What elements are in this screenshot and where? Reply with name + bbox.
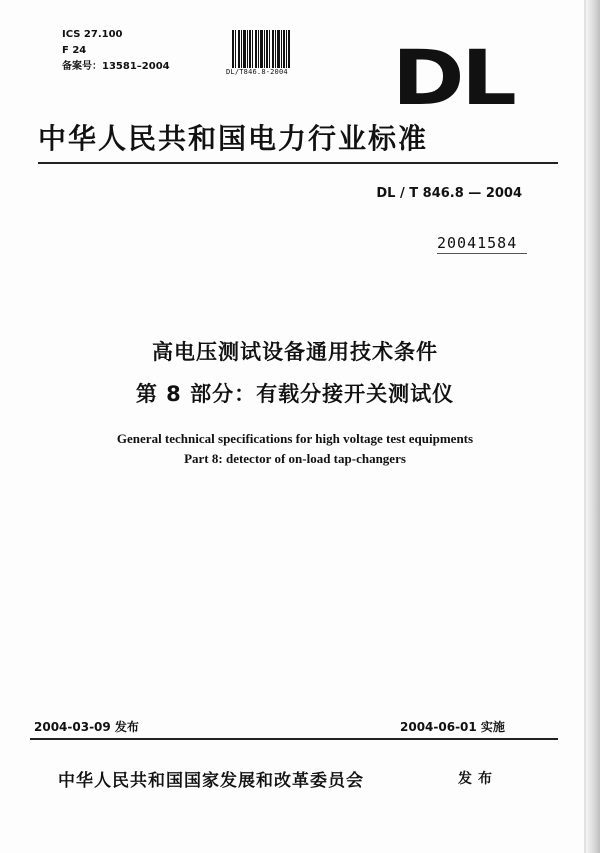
title-cn-line1: 高电压测试设备通用技术条件 (152, 340, 438, 364)
title-en-line2: Part 8: detector of on-load tap-changers (184, 451, 406, 466)
organization-title: 中华人民共和国电力行业标准 (38, 122, 429, 155)
standard-number: DL / T 846.8 — 2004 (376, 186, 522, 201)
handwritten-number: 20041584 (437, 234, 518, 252)
title-en-line1: General technical specifications for high voltage test equipments (116, 431, 474, 446)
barcode-caption: DL/T846.8-2004 (226, 68, 288, 76)
dl-logo: DL (392, 33, 514, 122)
title-cn-line2: 第 8 部分：有载分接开关测试仪 (135, 382, 455, 406)
issuer-action: 发布 (458, 771, 498, 787)
scan-edge (586, 0, 600, 853)
handwritten-underline (437, 253, 527, 254)
header-divider (38, 162, 558, 164)
record-number: 备案号：13581–2004 (62, 61, 170, 72)
publish-date: 2004-03-09 发布 (34, 720, 139, 734)
classification-code: F 24 (62, 45, 87, 56)
barcode-icon (232, 30, 290, 68)
ics-code: ICS 27.100 (62, 29, 123, 40)
issuer-name: 中华人民共和国国家发展和改革委员会 (58, 771, 364, 791)
footer-divider (30, 738, 558, 740)
effective-date: 2004-06-01 实施 (400, 720, 505, 734)
